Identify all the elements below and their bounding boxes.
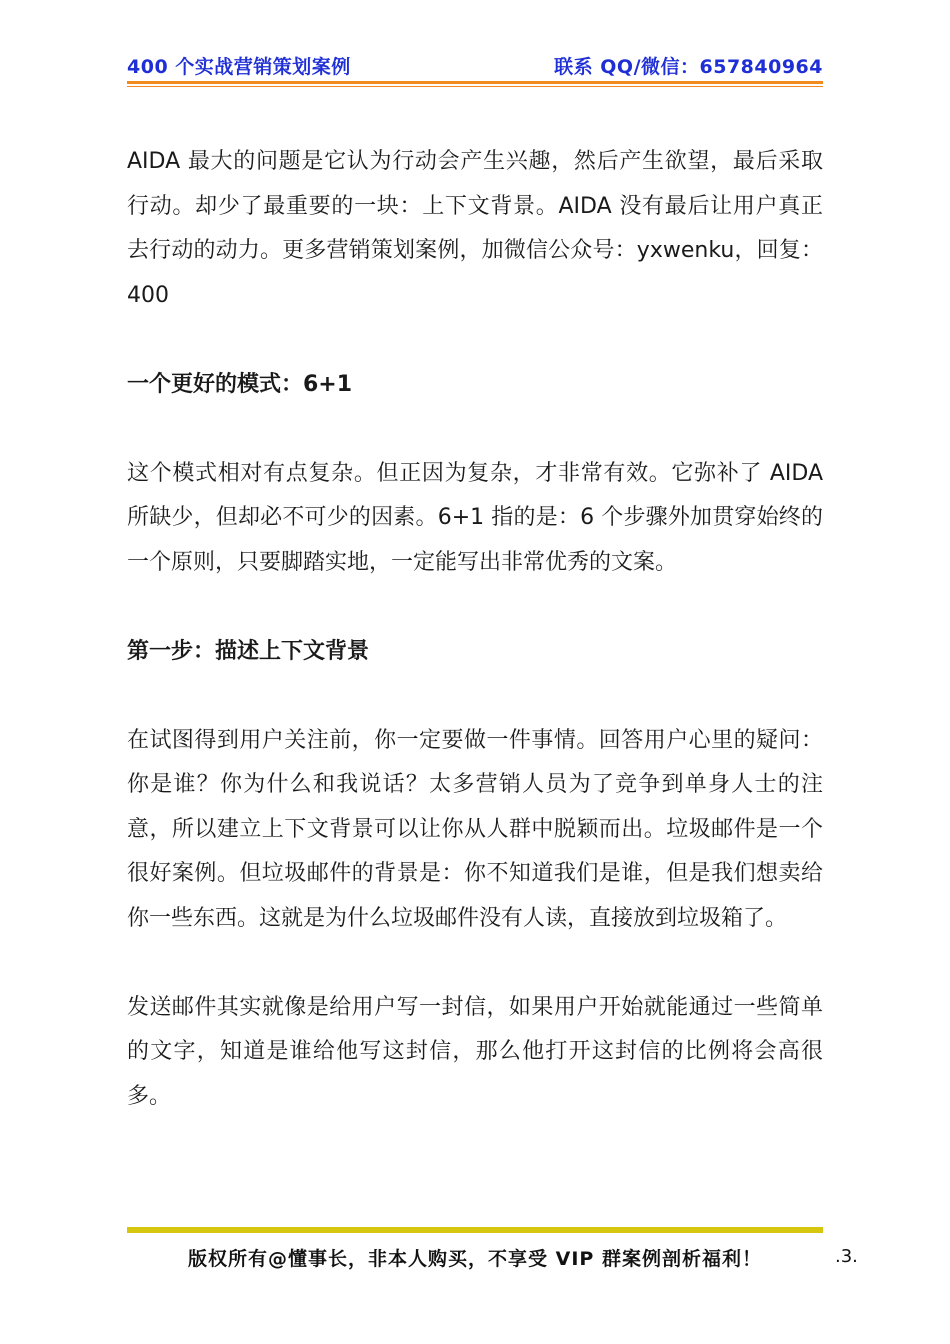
page-number: .3.	[835, 1246, 858, 1267]
paragraph-context-background: 在试图得到用户关注前，你一定要做一件事情。回答用户心里的疑问：你是谁？你为什么和我说话？太多营销人员为了竞争到单身人士的注意，所以建立上下文背景可以让你从人群中脱颖而出。垃圾邮件是一个很好案例。但垃圾邮件的背景是：你不知道我们是谁，但是我们想卖给你一些东西。这就是为什么垃圾邮件没有人读，直接放到垃圾箱了。	[127, 727, 823, 931]
paragraph-email-letter: 发送邮件其实就像是给用户写一封信，如果用户开始就能通过一些简单的文字，知道是谁给他写这封信，那么他打开这封信的比例将会高很多。	[127, 994, 823, 1109]
header-divider-thin	[127, 86, 823, 87]
document-body	[127, 140, 823, 1164]
header-divider	[127, 81, 823, 84]
header-title: 400 个实战营销策划案例	[127, 56, 351, 78]
paragraph-model-intro: 这个模式相对有点复杂。但正因为复杂，才非常有效。它弥补了 AIDA 所缺少，但却必不可少的因素。6+1 指的是：6 个步骤外加贯穿始终的一个原则，只要脚踏实地，一定能写出非常优秀的文案。	[127, 460, 823, 575]
section-heading-better-model: 一个更好的模式：6+1	[127, 371, 353, 397]
section-heading-step-one: 第一步：描述上下文背景	[127, 638, 370, 664]
footer-divider	[127, 1227, 823, 1233]
paragraph-aida-problem: AIDA 最大的问题是它认为行动会产生兴趣，然后产生欲望，最后采取行动。却少了最重要的一块：上下文背景。AIDA 没有最后让用户真正去行动的动力。更多营销策划案例，加微信公众号：yxwenku，回复：400	[127, 149, 823, 308]
page-header	[127, 52, 823, 82]
header-contact: 联系 QQ/微信：657840964	[554, 56, 823, 78]
footer-copyright-notice: 版权所有@懂事长，非本人购买，不享受 VIP 群案例剖析福利！	[188, 1248, 762, 1270]
